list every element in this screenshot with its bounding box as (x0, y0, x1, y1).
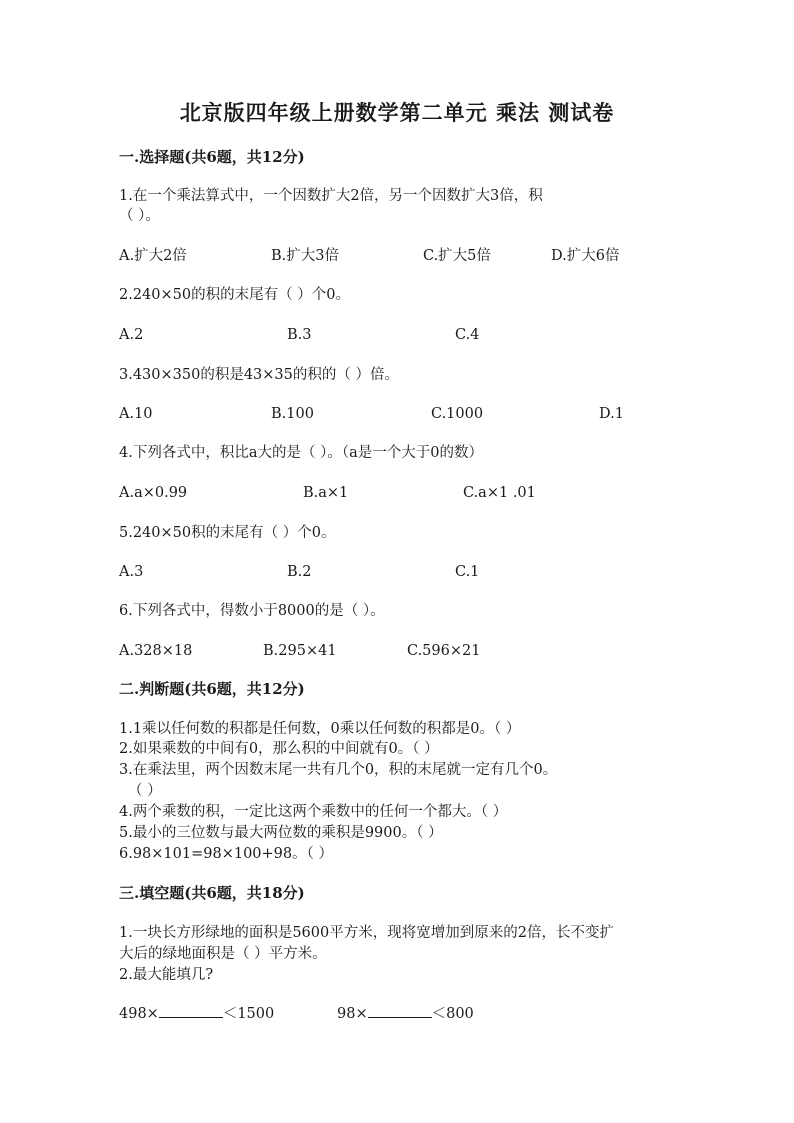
fill-expression (337, 1003, 474, 1025)
question-text: 2.如果乘数的中间有0，那么积的中间就有0。（ ） (119, 741, 439, 757)
question-text: 6.下列各式中，得数小于8000的是（ ）。 (119, 603, 385, 619)
question-text: 3.430×350的积是43×35的积的（ ）倍。 (119, 367, 399, 383)
question-text: 6.98×101=98×100+98。（ ） (119, 846, 333, 862)
option-a: A.10 (119, 406, 153, 422)
section-heading-fill: 三.填空题(共6题，共18分) (119, 884, 305, 902)
question-text: 1.一块长方形绿地的面积是5600平方米，现将宽增加到原来的2倍，长不变扩 (119, 925, 614, 941)
question-text: 4.两个乘数的积，一定比这两个乘数中的任何一个都大。（ ） (119, 804, 508, 820)
option-b: B.a×1 (303, 485, 349, 501)
option-a: A.3 (119, 564, 144, 580)
section-heading-judgment: 二.判断题(共6题，共12分) (119, 680, 305, 698)
option-c: C.扩大5倍 (423, 248, 491, 264)
question-text-cont: （ ）。 (119, 208, 160, 224)
option-a: A.a×0.99 (119, 485, 188, 501)
fill-suffix: ＜800 (431, 1006, 474, 1022)
question-text: 2.最大能填几? (119, 967, 214, 983)
option-c: C.596×21 (407, 643, 481, 659)
option-a: A.扩大2倍 (119, 248, 187, 264)
option-c: C.1000 (431, 406, 484, 422)
section-heading-choice: 一.选择题(共6题，共12分) (119, 148, 305, 166)
option-b: B.295×41 (263, 643, 337, 659)
option-b: B.扩大3倍 (271, 248, 339, 264)
option-c: C.a×1 .01 (463, 485, 536, 501)
fill-expression (119, 1003, 274, 1025)
option-b: B.3 (287, 327, 312, 343)
option-a: A.2 (119, 327, 144, 343)
answer-blank[interactable] (159, 1003, 223, 1018)
question-text: 3.在乘法里，两个因数末尾一共有几个0，积的末尾就一定有几个0。 (119, 762, 558, 778)
question-text: 4.下列各式中，积比a大的是（ ）。（a是一个大于0的数） (119, 445, 483, 461)
option-b: B.100 (271, 406, 314, 422)
answer-blank[interactable] (368, 1003, 432, 1018)
fill-prefix: 498× (119, 1006, 159, 1022)
question-text: 5.240×50积的末尾有（ ）个0。 (119, 525, 336, 541)
question-text-cont: 大后的绿地面积是（ ）平方米。 (119, 946, 327, 962)
option-d: D.扩大6倍 (551, 248, 620, 264)
fill-suffix: ＜1500 (222, 1006, 275, 1022)
option-b: B.2 (287, 564, 312, 580)
option-c: C.4 (455, 327, 480, 343)
option-a: A.328×18 (119, 643, 193, 659)
question-text: 2.240×50的积的末尾有（ ）个0。 (119, 287, 350, 303)
question-text: 1.1乘以任何数的积都是任何数，0乘以任何数的积都是0。（ ） (119, 721, 521, 737)
fill-prefix: 98× (337, 1006, 368, 1022)
option-c: C.1 (455, 564, 480, 580)
question-text: 5.最小的三位数与最大两位数的乘积是9900。（ ） (119, 825, 443, 841)
question-text-cont: （ ） (128, 783, 162, 799)
page-title: 北京版四年级上册数学第二单元 乘法 测试卷 (179, 100, 615, 125)
question-text: 1.在一个乘法算式中，一个因数扩大2倍，另一个因数扩大3倍，积 (119, 188, 543, 204)
option-d: D.1 (599, 406, 624, 422)
